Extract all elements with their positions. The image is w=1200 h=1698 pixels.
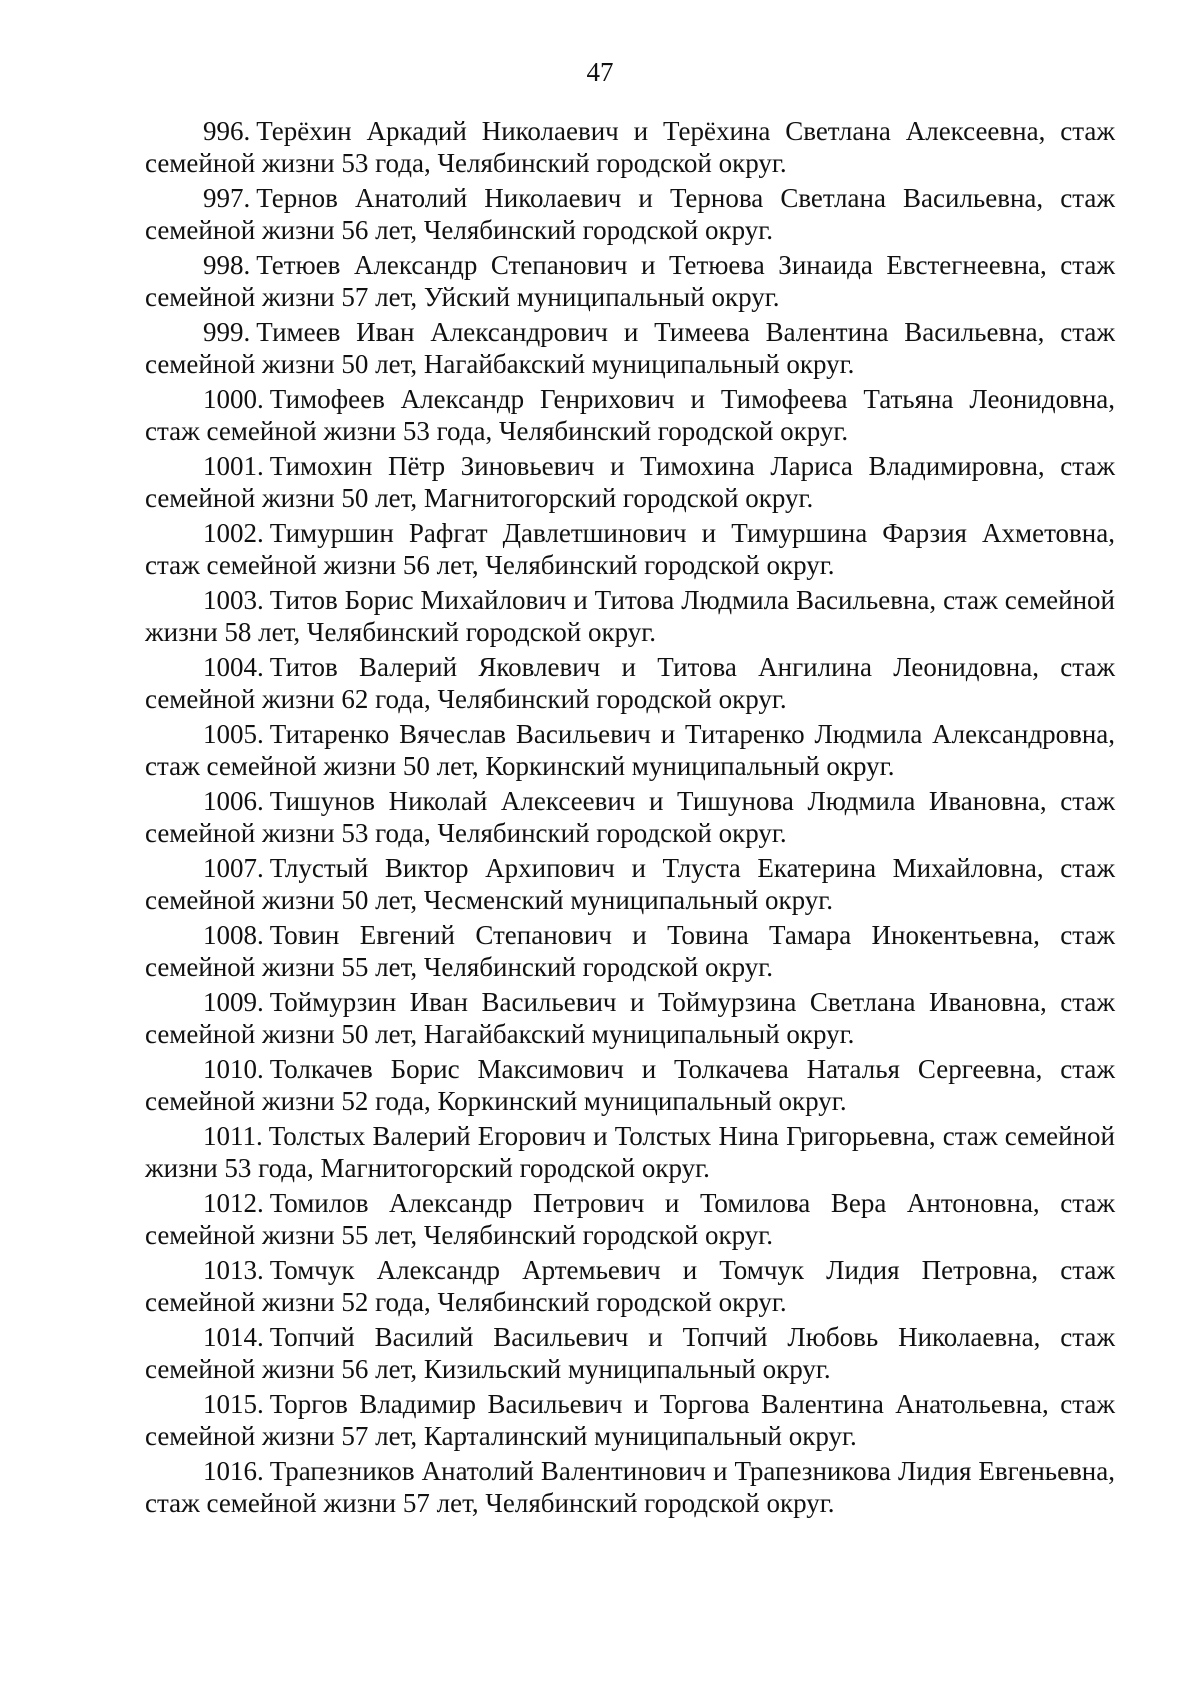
list-item: [145, 718, 1115, 782]
page-number: 47: [586, 57, 614, 87]
entry-text: Торгов Владимир Васильевич и Торгова Валентина Анатольевна, стаж семейной жизни 57 лет, Карталинский муниципальный округ.: [145, 1389, 1115, 1451]
list-item: [145, 450, 1115, 514]
entry-number: 1002.: [203, 518, 264, 548]
list-item: [145, 517, 1115, 581]
list-item: [145, 182, 1115, 246]
list-item: [145, 1455, 1115, 1519]
entry-number: 1009.: [203, 987, 264, 1017]
entry-number: 997.: [203, 183, 251, 213]
entry-number: 1015.: [203, 1389, 264, 1419]
entry-text: Тимуршин Рафгат Давлетшинович и Тимуршина Фарзия Ахметовна, стаж семейной жизни 56 лет, Челябинский городской округ.: [145, 518, 1115, 580]
list-item: [145, 249, 1115, 313]
entry-number: 999.: [203, 317, 251, 347]
list-item: [145, 1187, 1115, 1251]
entry-text: Терёхин Аркадий Николаевич и Терёхина Светлана Алексеевна, стаж семейной жизни 53 года, Челябинский городской округ.: [145, 116, 1115, 178]
entry-number: 1005.: [203, 719, 264, 749]
list-item: [145, 986, 1115, 1050]
entry-number: 1004.: [203, 652, 264, 682]
list-item: [145, 115, 1115, 179]
entry-text: Титаренко Вячеслав Васильевич и Титаренко Людмила Александровна, стаж семейной жизни 50 лет, Коркинский муниципальный округ.: [145, 719, 1115, 781]
list-item: [145, 383, 1115, 447]
entry-number: 1006.: [203, 786, 264, 816]
entry-number: 1003.: [203, 585, 264, 615]
entry-text: Титов Борис Михайлович и Титова Людмила Васильевна, стаж семейной жизни 58 лет, Челябинский городской округ.: [145, 585, 1115, 647]
list-item: [145, 785, 1115, 849]
entry-text: Толстых Валерий Егорович и Толстых Нина Григорьевна, стаж семейной жизни 53 года, Магнитогорский городской округ.: [145, 1121, 1115, 1183]
entry-text: Тимохин Пётр Зиновьевич и Тимохина Лариса Владимировна, стаж семейной жизни 50 лет, Магнитогорский городской округ.: [145, 451, 1115, 513]
entry-text: Тернов Анатолий Николаевич и Тернова Светлана Васильевна, стаж семейной жизни 56 лет, Челябинский городской округ.: [145, 183, 1115, 245]
entry-text: Трапезников Анатолий Валентинович и Трапезникова Лидия Евгеньевна, стаж семейной жизни 57 лет, Челябинский городской округ.: [145, 1456, 1115, 1518]
entry-number: 1014.: [203, 1322, 264, 1352]
entry-number: 1008.: [203, 920, 264, 950]
entry-text: Товин Евгений Степанович и Товина Тамара Инокентьевна, стаж семейной жизни 55 лет, Челябинский городской округ.: [145, 920, 1115, 982]
entry-text: Тимофеев Александр Генрихович и Тимофеева Татьяна Леонидовна, стаж семейной жизни 53 года, Челябинский городской округ.: [145, 384, 1115, 446]
entry-text: Тлустый Виктор Архипович и Тлуста Екатерина Михайловна, стаж семейной жизни 50 лет, Чесменский муниципальный округ.: [145, 853, 1115, 915]
list-item: [145, 1120, 1115, 1184]
entry-text: Тоймурзин Иван Васильевич и Тоймурзина Светлана Ивановна, стаж семейной жизни 50 лет, Нагайбакский муниципальный округ.: [145, 987, 1115, 1049]
entry-number: 1012.: [203, 1188, 264, 1218]
entry-number: 1010.: [203, 1054, 264, 1084]
list-item: [145, 919, 1115, 983]
list-item: [145, 651, 1115, 715]
entry-number: 1001.: [203, 451, 264, 481]
list-item: [145, 316, 1115, 380]
list-item: [145, 1254, 1115, 1318]
list-item: [145, 1321, 1115, 1385]
entry-text: Титов Валерий Яковлевич и Титова Ангилина Леонидовна, стаж семейной жизни 62 года, Челябинский городской округ.: [145, 652, 1115, 714]
entry-text: Топчий Василий Васильевич и Топчий Любовь Николаевна, стаж семейной жизни 56 лет, Кизильский муниципальный округ.: [145, 1322, 1115, 1384]
entry-number: 1013.: [203, 1255, 264, 1285]
entry-text: Томилов Александр Петрович и Томилова Вера Антоновна, стаж семейной жизни 55 лет, Челябинский городской округ.: [145, 1188, 1115, 1250]
entry-list: [145, 115, 1115, 1522]
entry-number: 998.: [203, 250, 251, 280]
entry-text: Томчук Александр Артемьевич и Томчук Лидия Петровна, стаж семейной жизни 52 года, Челябинский городской округ.: [145, 1255, 1115, 1317]
entry-number: 1011.: [203, 1121, 263, 1151]
entry-number: 1007.: [203, 853, 264, 883]
entry-text: Толкачев Борис Максимович и Толкачева Наталья Сергеевна, стаж семейной жизни 52 года, Коркинский муниципальный округ.: [145, 1054, 1115, 1116]
list-item: [145, 1388, 1115, 1452]
entry-number: 1000.: [203, 384, 264, 414]
list-item: [145, 852, 1115, 916]
entry-number: 996.: [203, 116, 251, 146]
list-item: [145, 584, 1115, 648]
entry-text: Тимеев Иван Александрович и Тимеева Валентина Васильевна, стаж семейной жизни 50 лет, Нагайбакский муниципальный округ.: [145, 317, 1115, 379]
entry-number: 1016.: [203, 1456, 264, 1486]
entry-text: Тетюев Александр Степанович и Тетюева Зинаида Евстегнеевна, стаж семейной жизни 57 лет, Уйский муниципальный округ.: [145, 250, 1115, 312]
entry-text: Тишунов Николай Алексеевич и Тишунова Людмила Ивановна, стаж семейной жизни 53 года, Челябинский городской округ.: [145, 786, 1115, 848]
list-item: [145, 1053, 1115, 1117]
